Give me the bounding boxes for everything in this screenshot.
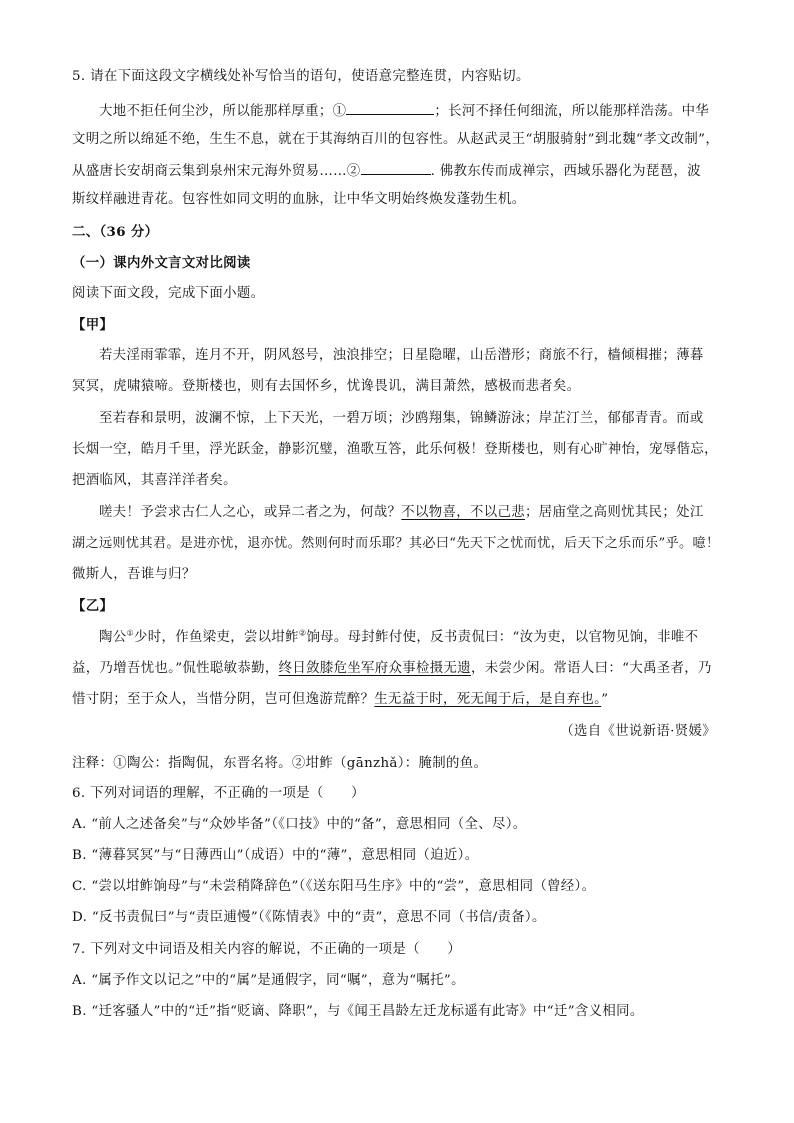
q5-passage-line-1: 大地不拒任何尘沙，所以能那样厚重；① ；长河不择任何细流，所以能那样浩荡。中华: [99, 100, 709, 122]
underlined-sentence: 终日敛膝危坐军府众事检摄无遗: [278, 661, 471, 676]
jia-line-8: 微斯人，吾谁与归？: [72, 567, 196, 582]
section-subtitle: （一）课内外文言文对比阅读: [72, 255, 251, 271]
underlined-sentence-2: 生无益于时，死无闻于后，是自弃也。: [374, 692, 602, 707]
q5-passage-line-3: 从盛唐长安胡商云集到泉州宋元海外贸易……② . 佛教东传而成禅宗，西域乐器化为琵琶，波: [72, 160, 701, 182]
answer-blank-1[interactable]: [346, 100, 434, 115]
yi-line-2: 益，乃增吾忧也。”侃性聪敏恭勤，终日敛膝危坐军府众事检摄无遗，未尝少闲。常语人曰：“大禹圣者，乃: [72, 661, 712, 676]
q6-option-c: C. “尝以坩鲊饷母”与“未尝稍降辞色”（《送东阳马生序》中的“尝”，意思相同（曾经）。: [72, 879, 596, 894]
q6-option-a: A. “前人之述备矣”与“众妙毕备”（《口技》中的“备”，意思相同（全、尽）。: [72, 817, 527, 832]
passage-notes: 注释：①陶公：指陶侃，东晋名将。②坩鲊（gānzhǎ）：腌制的鱼。: [72, 756, 488, 771]
jia-line-4: 长烟一空，皓月千里，浮光跃金，静影沉璧，渔歌互答，此乐何极！登斯楼也，则有心旷神怡，宠辱偕忘，: [72, 442, 718, 457]
q6-option-b: B. “薄暮冥冥”与“日薄西山”（成语）中的“薄”，意思相同（迫近）。: [72, 848, 479, 863]
passage-yi-label: 【乙】: [72, 598, 114, 614]
q6-option-d: D. “反书责侃曰”与“责臣逋慢”（《陈情表》中的“责”，意思不同（书信/责备）。: [72, 910, 546, 925]
q5-passage-line-4: 斯纹样融进青花。包容性如同文明的血脉，让中华文明始终焕发蓬勃生机。: [72, 192, 526, 207]
note-marker-1: ①: [126, 628, 135, 638]
passage-source: （选自《世说新语·贤媛》: [560, 724, 716, 739]
q7-option-b: B. “迁客骚人”中的“迁”指“贬谪、降职”，与《闻王昌龄左迁龙标遥有此寄》中“迁”含义相同。: [72, 1004, 644, 1019]
q7-stem: 7. 下列对文中词语及相关内容的解说，不正确的一项是（ ）: [72, 942, 462, 957]
answer-blank-2[interactable]: [361, 160, 431, 175]
section-instruction: 阅读下面文段，完成下面小题。: [72, 286, 265, 301]
passage-jia-label: 【甲】: [72, 317, 114, 333]
jia-line-6: 嗟夫！予尝求古仁人之心，或异二者之为，何哉？不以物喜，不以己悲；居庙堂之高则忧其民；处江: [99, 505, 704, 520]
jia-line-3: 至若春和景明，波澜不惊，上下天光，一碧万顷；沙鸥翔集，锦鳞游泳；岸芷汀兰，郁郁青青。而或: [99, 411, 704, 426]
yi-line-3: 惜寸阴；至于众人，当惜分阴，岂可但逸游荒醉？生无益于时，死无闻于后，是自弃也。”: [72, 692, 609, 707]
yi-line-1: 陶公①少时，作鱼梁吏，尝以坩鲊②饷母。母封鲊付使，反书责侃曰：“汝为吏，以官物见饷，非唯不: [99, 628, 699, 645]
section-title: 二、（36 分）: [72, 224, 159, 240]
jia-line-7: 湖之远则忧其君。是进亦忧，退亦忧。然则何时而乐耶？其必曰“先天下之忧而忧，后天下之乐而乐”乎。噫！: [72, 536, 720, 551]
q6-stem: 6. 下列对词语的理解，不正确的一项是（ ）: [72, 786, 365, 801]
jia-line-2: 冥冥，虎啸猿啼。登斯楼也，则有去国怀乡，忧谗畏讥，满目萧然，感极而悲者矣。: [72, 379, 581, 394]
underlined-phrase: 不以物喜，不以己悲: [401, 505, 525, 520]
q5-stem: 5. 请在下面这段文字横线处补写恰当的语句，使语意完整连贯，内容贴切。: [72, 69, 530, 84]
note-marker-2: ②: [298, 628, 307, 638]
jia-line-5: 把酒临风，其喜洋洋者矣。: [72, 473, 237, 488]
q5-passage-line-2: 文明之所以绵延不绝，生生不息，就在于其海纳百川的包容性。从赵武灵王“胡服骑射”到北魏“孝文改制”，: [72, 132, 720, 147]
jia-line-1: 若夫淫雨霏霏，连月不开，阴风怒号，浊浪排空；日星隐曜，山岳潜形；商旅不行，樯倾楫摧；薄暮: [99, 348, 704, 363]
q7-option-a: A. “属予作文以记之”中的“属”是通假字，同“嘱”，意为“嘱托”。: [72, 973, 465, 988]
